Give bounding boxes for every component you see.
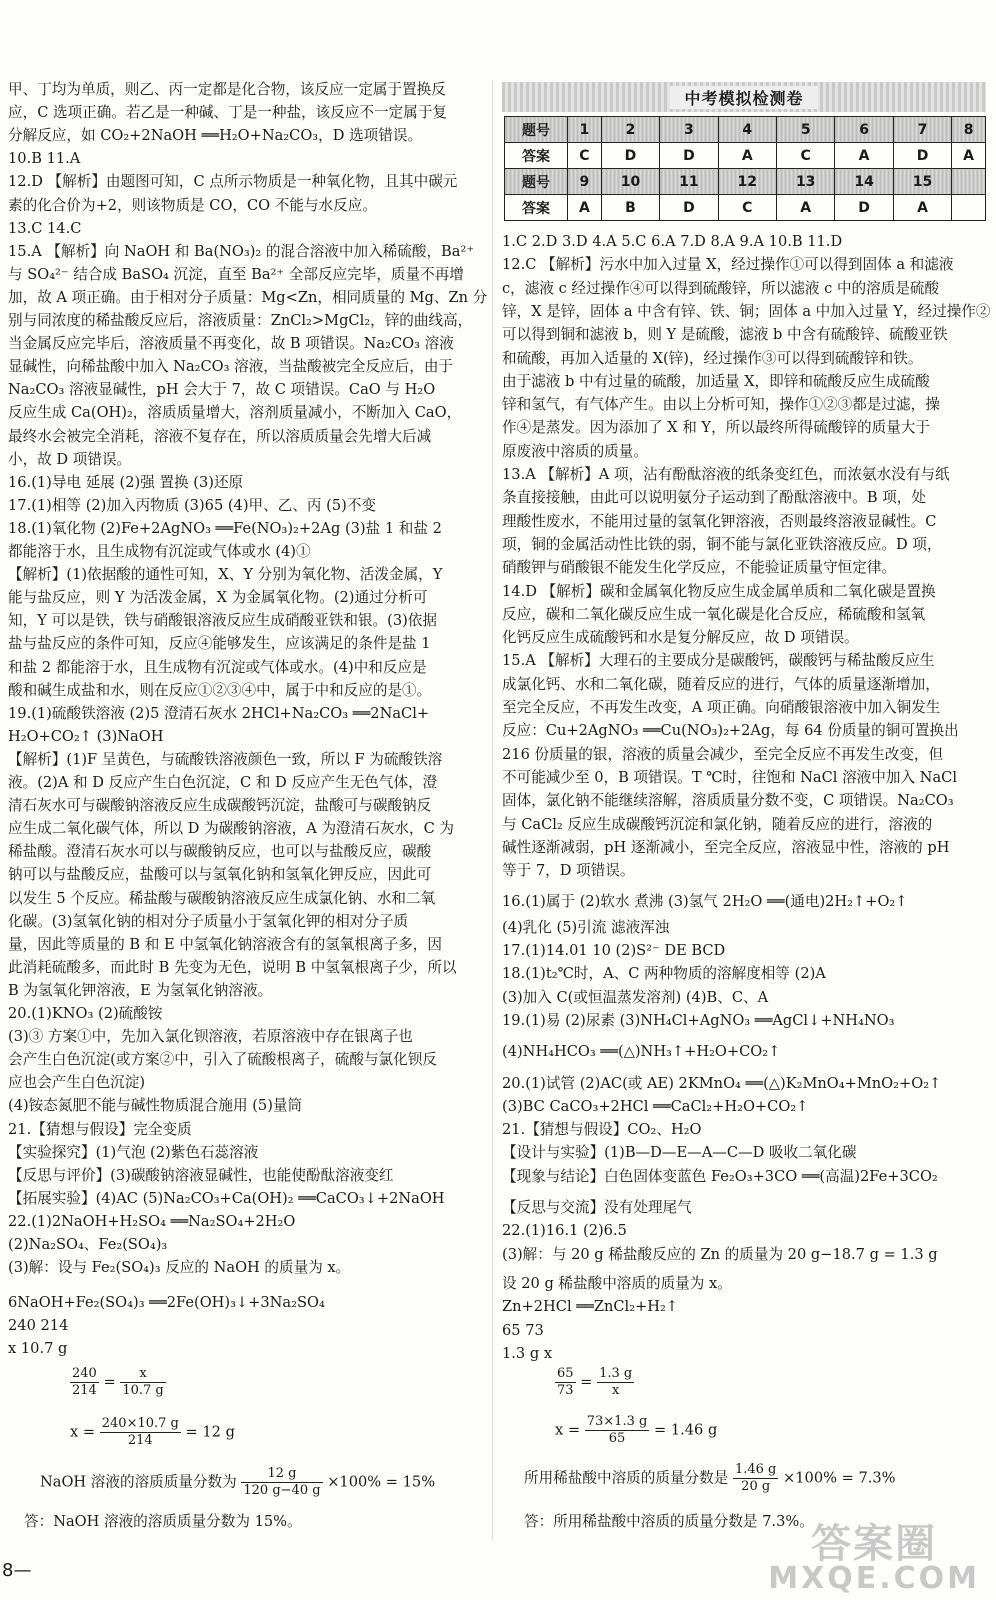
table-cell: 9 bbox=[568, 169, 602, 195]
text-line: x 10.7 g bbox=[8, 1340, 68, 1358]
text-line: 可以得到铜和滤液 b，则 Y 是硫酸，滤液 b 中含有硫酸锌、硫酸亚铁 bbox=[502, 326, 948, 344]
text-line: 与 CaCl₂ 反应生成碳酸钙沉淀和氯化钠，随着反应的进行，溶液的 bbox=[502, 815, 933, 833]
text-line: 锌和氢气，有气体产生。由以上分析可知，操作①②③都是过滤，操 bbox=[502, 396, 940, 414]
text-line: 碱性逐渐减弱，pH 逐渐减小，至完全反应，溶液显中性，溶液的 pH bbox=[502, 838, 950, 856]
text-line: 钠可以与盐酸反应，盐酸可以与氢氧化钠和氢氧化钾反应，因此可 bbox=[8, 866, 432, 884]
text-line: 216 份质量的银，溶液的质量会减少，至完全反应不再发生改变，但 bbox=[502, 745, 944, 763]
text-line: (4)铵态氮肥不能与碱性物质混合施用 (5)量筒 bbox=[8, 1097, 303, 1115]
text-line: 【实验探究】(1)气泡 (2)紫色石蕊溶液 bbox=[8, 1143, 259, 1161]
answer-table-row bbox=[505, 143, 986, 169]
text-line: 以发生 5 个反应。稀盐酸与碳酸钠溶液反应生成氯化钠、水和二氧 bbox=[8, 889, 436, 907]
text-line: 当金属反应完毕后，溶液质量不再变化，故 B 项错误。Na₂CO₃ 溶液 bbox=[8, 335, 454, 353]
table-label-cell: 答案 bbox=[505, 143, 568, 169]
table-cell: A bbox=[776, 195, 834, 221]
table-cell: D bbox=[601, 143, 659, 169]
text-line: 20.(1)KNO₃ (2)硫酸铵 bbox=[8, 1005, 163, 1022]
text-line: 1.C 2.D 3.D 4.A 5.C 6.A 7.D 8.A 9.A 10.B 11.D bbox=[502, 233, 843, 250]
solve-x-left: x = $\frac{240\times 10.7 g}{214}$ = 12 g bbox=[70, 1416, 235, 1448]
text-line: 液。(2)A 和 D 反应产生白色沉淀，C 和 D 反应产生无色气体，澄 bbox=[8, 774, 438, 791]
table-cell: 2 bbox=[601, 117, 659, 143]
text-line: 反应，碳和二氧化碳反应生成一氧化碳是化合反应，稀硫酸和氢氧 bbox=[502, 605, 926, 623]
table-cell: B bbox=[601, 195, 659, 221]
text-line: 能与盐反应，则 Y 为活泼金属，X 为金属氧化物。(2)通过分析可 bbox=[8, 589, 428, 607]
table-cell: 3 bbox=[660, 117, 718, 143]
text-line: 别与同浓度的稀盐酸反应后，溶液质量：ZnCl₂>MgCl₂，锌的曲线高， bbox=[8, 312, 473, 329]
text-line: 项，铜的金属活动性比铁的弱，铜不能与氯化亚铁溶液反应。D 项， bbox=[502, 535, 942, 553]
watermark: 答案圈 MXQE.COM bbox=[768, 1521, 980, 1596]
table-cell: D bbox=[835, 195, 893, 221]
text-line: 【反思与评价】(3)碳酸钠溶液显碱性，也能使酚酞溶液变红 bbox=[8, 1166, 394, 1184]
column-divider bbox=[492, 80, 493, 1540]
answer-table-row bbox=[505, 195, 986, 221]
table-cell: 11 bbox=[660, 169, 718, 195]
table-cell: 1 bbox=[568, 117, 602, 143]
text-line: 量，因此等质量的 B 和 E 中氢氧化钠溶液含有的氢氧根离子多，因 bbox=[8, 935, 442, 953]
text-line: 6NaOH+Fe₂(SO₄)₃ ══2Fe(OH)₃↓+3Na₂SO₄ bbox=[8, 1294, 325, 1312]
text-line: 【拓展实验】(4)AC (5)Na₂CO₃+Ca(OH)₂ ══CaCO₃↓+2NaOH bbox=[8, 1189, 445, 1207]
text-line: 14.D 【解析】碳和金属氧化物反应生成金属单质和二氧化碳是置换 bbox=[502, 582, 936, 600]
text-line: 1.3 g x bbox=[502, 1344, 553, 1362]
table-cell: D bbox=[893, 143, 951, 169]
text-line: 应也会产生白色沉淀) bbox=[8, 1074, 146, 1092]
text-line: (3)解：设与 Fe₂(SO₄)₃ 反应的 NaOH 的质量为 x。 bbox=[8, 1259, 351, 1277]
text-line: Na₂CO₃ 溶液显碱性，pH 会大于 7，故 C 项错误。CaO 与 H₂O bbox=[8, 381, 436, 399]
mass-fraction-left: NaOH 溶液的溶质质量分数为 $\frac{12 g}{120 g-40 g}$ ×100% = 15% bbox=[40, 1466, 436, 1498]
text-line: 锌，X 是锌，固体 a 中含有锌、铁、铜；固体 a 中加入过量 Y，经过操作② bbox=[502, 302, 991, 320]
text-line: 分解反应，如 CO₂+2NaOH ══H₂O+Na₂CO₃，D 选项错误。 bbox=[8, 127, 423, 145]
answer-table-row bbox=[505, 117, 986, 143]
text-line: 条直接接触，由此可以说明氨分子运动到了酚酞溶液中。B 项，处 bbox=[502, 489, 926, 507]
answer-table-row bbox=[505, 169, 986, 195]
text-line: 甲、丁均为单质，则乙、丙一定都是化合物，该反应一定属于置换反 bbox=[8, 81, 446, 98]
answer-left: 答：NaOH 溶液的溶质质量分数为 15%。 bbox=[24, 1513, 302, 1530]
text-line: 等于 7，D 项错误。 bbox=[502, 862, 635, 880]
text-line: 240 214 bbox=[8, 1317, 69, 1335]
table-cell: A bbox=[835, 143, 893, 169]
table-cell: D bbox=[660, 143, 718, 169]
answer-table bbox=[504, 116, 986, 221]
text-line: 17.(1)相等 (2)加入丙物质 (3)65 (4)甲、乙、丙 (5)不变 bbox=[8, 496, 377, 514]
text-line: 18.(1)氧化物 (2)Fe+2AgNO₃ ══Fe(NO₃)₂+2Ag (3)盐 1 和盐 2 bbox=[8, 519, 442, 537]
text-line: 10.B 11.A bbox=[8, 150, 81, 168]
table-cell: A bbox=[893, 195, 951, 221]
text-line: 22.(1)2NaOH+H₂SO₄ ══Na₂SO₄+2H₂O bbox=[8, 1212, 296, 1230]
ratio-equation-right: $\frac{65}{73}$ = $\frac{1.3 g}{x}$ bbox=[557, 1366, 633, 1398]
table-cell: 14 bbox=[835, 169, 893, 195]
text-line: 【现象与结论】白色固体变蓝色 Fe₂O₃+3CO ══(高温)2Fe+3CO₂ bbox=[502, 1167, 938, 1185]
text-line: 显碱性，向稀盐酸中加入 Na₂CO₃ 溶液，当盐酸被完全反应后，由于 bbox=[8, 358, 454, 376]
text-line: c，滤液 c 经过操作④可以得到硫酸锌，所以滤液 c 中的溶质是硫酸 bbox=[502, 279, 940, 297]
text-line: 反应：Cu+2AgNO₃ ══Cu(NO₃)₂+2Ag，每 64 份质量的铜可置换出 bbox=[502, 722, 959, 740]
text-line: H₂O+CO₂↑ (3)NaOH bbox=[8, 727, 164, 745]
text-line: 【解析】(1)依据酸的通性可知，X、Y 分别为氧化物、活泼金属，Y bbox=[8, 566, 443, 584]
text-line: 至完全反应，不再发生改变，A 项正确。向硝酸银溶液中加入铜发生 bbox=[502, 699, 941, 716]
text-line: (3)加入 C(或恒温蒸发溶剂) (4)B、C、A bbox=[502, 988, 769, 1006]
text-line: 素的化合价为+2，则该物质是 CO，CO 不能与水反应。 bbox=[8, 196, 377, 214]
exam-title: 中考模拟检测卷 bbox=[670, 86, 817, 109]
text-line: (3)③ 方案①中，先加入氯化钡溶液，若原溶液中存在银离子也 bbox=[8, 1028, 413, 1046]
page-number: 8— bbox=[2, 1560, 32, 1581]
text-line: 65 73 bbox=[502, 1321, 544, 1339]
text-line: 设 20 g 稀盐酸中溶质的质量为 x。 bbox=[502, 1274, 732, 1292]
text-line: 13.A 【解析】A 项，沾有酚酞溶液的纸条变红色，而浓氨水没有与纸 bbox=[502, 466, 950, 483]
table-cell: 8 bbox=[952, 117, 986, 143]
text-line: 加，故 A 项正确。由于相对分子质量：Mg<Zn，相同质量的 Mg、Zn 分 bbox=[8, 288, 488, 306]
text-line: 成氯化钙、水和二氧化碳，随着反应的进行，气体的质量逐渐增加， bbox=[502, 675, 940, 693]
text-line: 与 SO₄²⁻ 结合成 BaSO₄ 沉淀，直至 Ba²⁺ 全部反应完毕，质量不再增 bbox=[8, 265, 464, 283]
text-line: 【解析】(1)F 呈黄色，与硫酸铁溶液颜色一致，所以 F 为硫酸铁溶 bbox=[8, 750, 443, 768]
table-cell: 15 bbox=[893, 169, 951, 195]
text-line: 理酸性废水，不能用过量的氢氧化钾溶液，否则最终溶液显碱性。C bbox=[502, 512, 937, 530]
table-cell: 10 bbox=[601, 169, 659, 195]
text-line: 19.(1)硫酸铁溶液 (2)5 澄清石灰水 2HCl+Na₂CO₃ ══2NaCl+ bbox=[8, 704, 430, 722]
text-line: 都能溶于水，且生成物有沉淀或气体或水 (4)① bbox=[8, 543, 311, 560]
text-line: 15.A 【解析】向 NaOH 和 Ba(NO₃)₂ 的混合溶液中加入稀硫酸，Ba²⁺ bbox=[8, 242, 475, 260]
text-line: 13.C 14.C bbox=[8, 219, 82, 237]
text-line: 应，C 选项正确。若乙是一种碱、丁是一种盐，该反应不一定属于复 bbox=[8, 104, 448, 122]
table-cell: 12 bbox=[718, 169, 776, 195]
text-line: 稀盐酸。澄清石灰水可以与碳酸钠反应，也可以与盐酸反应，碳酸 bbox=[8, 843, 432, 861]
text-line: 12.C 【解析】污水中加入过量 X，经过操作①可以得到固体 a 和滤液 bbox=[502, 256, 954, 274]
text-line: 盐与盐反应的条件可知，反应④能够发生，应该满足的条件是盐 1 bbox=[8, 635, 431, 653]
table-cell bbox=[952, 169, 986, 195]
text-line: 【设计与实验】(1)B—D—E—A—C—D 吸收二氧化碳 bbox=[502, 1144, 857, 1162]
text-line: (4)乳化 (5)引流 滤液浑浊 bbox=[502, 918, 670, 936]
table-cell: A bbox=[952, 143, 986, 169]
text-line: 酸和碱生成盐和水，则在反应①②③④中，属于中和反应的是①。 bbox=[8, 681, 432, 699]
text-line: 21.【猜想与假设】CO₂、H₂O bbox=[502, 1121, 702, 1139]
text-line: 此消耗硫酸多，而此时 B 先变为无色，说明 B 中氢氧根离子少，所以 bbox=[8, 958, 457, 976]
text-line: (3)解：与 20 g 稀盐酸反应的 Zn 的质量为 20 g−18.7 g = 1.3 g bbox=[502, 1245, 938, 1263]
text-line: 化碳。(3)氢氧化钠的相对分子质量小于氢氧化钾的相对分子质 bbox=[8, 912, 409, 930]
text-line: 不可能减少至 0，B 项错误。T ℃时，往饱和 NaCl 溶液中加入 NaCl bbox=[502, 768, 957, 786]
text-line: 16.(1)导电 延展 (2)强 置换 (3)还原 bbox=[8, 473, 244, 491]
table-cell: 6 bbox=[835, 117, 893, 143]
table-cell: 5 bbox=[776, 117, 834, 143]
table-cell: A bbox=[568, 195, 602, 221]
text-line: 15.A 【解析】大理石的主要成分是碳酸钙，碳酸钙与稀盐酸反应生 bbox=[502, 652, 935, 670]
text-line: 16.(1)属于 (2)软水 煮沸 (3)氢气 2H₂O ══(通电)2H₂↑+O₂↑ bbox=[502, 893, 908, 911]
text-line: 硝酸钾与硝酸银不能发生化学反应，不能验证质量守恒定律。 bbox=[502, 559, 897, 577]
text-line: 19.(1)易 (2)尿素 (3)NH₄Cl+AgNO₃ ══AgCl↓+NH₄NO₃ bbox=[502, 1011, 895, 1029]
exam-title-banner bbox=[502, 82, 986, 112]
table-cell: C bbox=[776, 143, 834, 169]
text-line: 知，Y 可以是铁，铁与硝酸银溶液反应生成硝酸亚铁和银。(3)依据 bbox=[8, 612, 437, 630]
text-line: 21.【猜想与假设】完全变质 bbox=[8, 1120, 192, 1138]
table-cell: C bbox=[568, 143, 602, 169]
table-cell: 7 bbox=[893, 117, 951, 143]
text-line: 原废液中溶质的质量。 bbox=[502, 442, 648, 460]
text-line: Zn+2HCl ══ZnCl₂+H₂↑ bbox=[502, 1298, 679, 1316]
table-label-cell: 答案 bbox=[505, 195, 568, 221]
text-line: B 为氢氧化钾溶液，E 为氢氧化钠溶液。 bbox=[8, 981, 273, 999]
table-cell: A bbox=[718, 143, 776, 169]
text-line: 22.(1)16.1 (2)6.5 bbox=[502, 1222, 627, 1240]
text-line: 【反思与交流】没有处理尾气 bbox=[502, 1199, 692, 1216]
table-label-cell: 题号 bbox=[505, 169, 568, 195]
text-line: 化钙反应生成硫酸钙和水是复分解反应，故 D 项错误。 bbox=[502, 629, 859, 647]
table-cell bbox=[952, 195, 986, 221]
table-cell: D bbox=[660, 195, 718, 221]
text-line: (2)Na₂SO₄、Fe₂(SO₄)₃ bbox=[8, 1236, 168, 1253]
text-line: 17.(1)14.01 10 (2)S²⁻ DE BCD bbox=[502, 942, 726, 959]
text-line: 18.(1)t₂℃时，A、C 两种物质的溶解度相等 (2)A bbox=[502, 965, 826, 983]
text-line: 由于滤液 b 中有过量的硫酸，加适量 X，即锌和硫酸反应生成硫酸 bbox=[502, 372, 930, 390]
text-line: 反应生成 Ca(OH)₂，溶质质量增大，溶剂质量减小，不断加入 CaO， bbox=[8, 404, 462, 422]
text-line: 12.D 【解析】由题图可知，C 点所示物质是一种氧化物，且其中碳元 bbox=[8, 173, 458, 191]
table-cell: 13 bbox=[776, 169, 834, 195]
text-line: 最终水会被完全消耗，溶液不复存在，所以溶质质量会先增大后减 bbox=[8, 427, 432, 445]
ratio-equation-left: $\frac{240}{214}$ = $\frac{x}{10.7 g}$ bbox=[72, 1366, 164, 1398]
table-cell: 4 bbox=[718, 117, 776, 143]
text-line: 固体，氯化钠不能继续溶解，溶质质量分数不变，C 项错误。Na₂CO₃ bbox=[502, 792, 954, 810]
text-line: 应生成二氧化碳气体，所以 D 为碳酸钠溶液，A 为澄清石灰水，C 为 bbox=[8, 820, 454, 838]
text-line: 清石灰水可与碳酸钠溶液反应生成碳酸钙沉淀，盐酸可与碳酸钠反 bbox=[8, 797, 432, 815]
text-line: 和硫酸，再加入适量的 X(锌)，经过操作③可以得到硫酸锌和铁。 bbox=[502, 349, 923, 367]
text-line: 会产生白色沉淀(或方案②中，引入了硫酸根离子，硫酸与氯化钡反 bbox=[8, 1051, 437, 1069]
text-line: 20.(1)试管 (2)AC(或 AE) 2KMnO₄ ══(△)K₂MnO₄+MnO₂+O₂↑ bbox=[502, 1074, 942, 1092]
solve-x-right: x = $\frac{73\times 1.3 g}{65}$ = 1.46 g bbox=[555, 1414, 718, 1446]
mass-fraction-right: 所用稀盐酸中溶质的质量分数是 $\frac{1.46 g}{20 g}$ ×100% = 7.3% bbox=[524, 1462, 896, 1494]
text-line: 作④是蒸发。因为添加了 X 和 Y，所以最终所得硫酸锌的质量大于 bbox=[502, 419, 930, 437]
answer-right: 答：所用稀盐酸中溶质的质量分数是 7.3%。 bbox=[524, 1513, 814, 1530]
text-line: (3)BC CaCO₃+2HCl ══CaCl₂+H₂O+CO₂↑ bbox=[502, 1097, 809, 1115]
text-line: 和盐 2 都能溶于水，且生成物有沉淀或气体或水。(4)中和反应是 bbox=[8, 658, 427, 676]
table-label-cell: 题号 bbox=[505, 117, 568, 143]
text-line: (4)NH₄HCO₃ ══(△)NH₃↑+H₂O+CO₂↑ bbox=[502, 1043, 781, 1061]
table-cell: C bbox=[718, 195, 776, 221]
text-line: 小，故 D 项错误。 bbox=[8, 450, 132, 468]
